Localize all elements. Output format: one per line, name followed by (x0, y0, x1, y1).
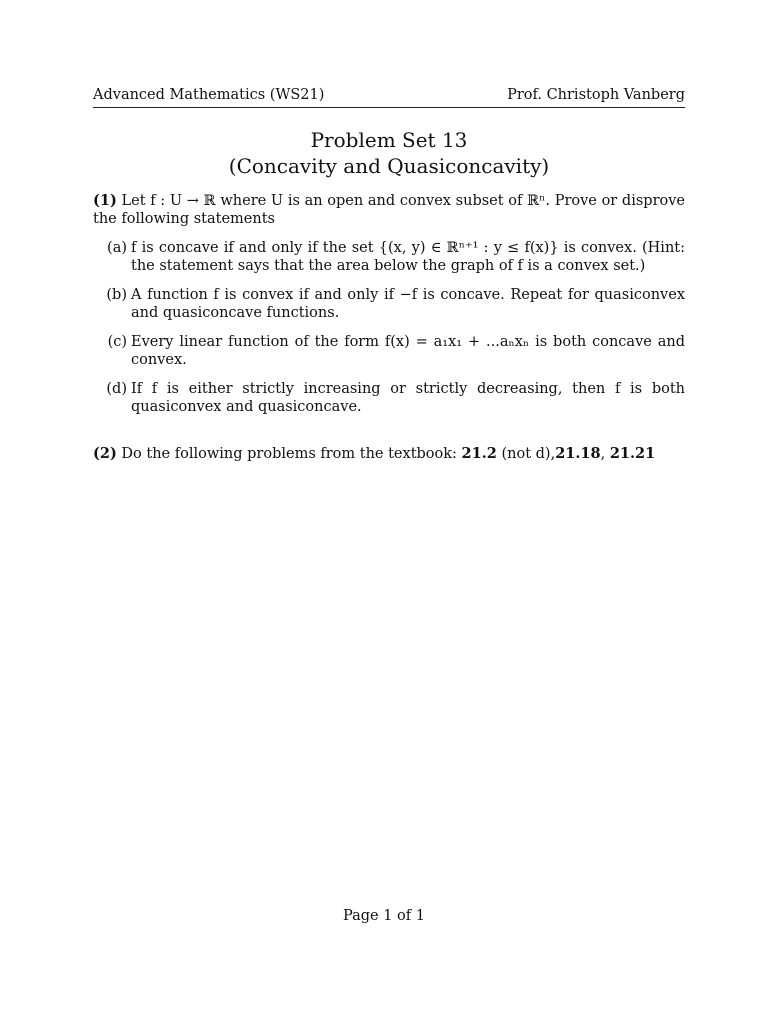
problem-1-number: (1) (93, 192, 117, 209)
item-text: f is concave if and only if the set {(x, y) ∈ ℝⁿ⁺¹ : y ≤ f(x)} is convex. (Hint: the statement says that the area below the graph of f is a convex set.) (131, 240, 685, 274)
item-label: (c) (107, 334, 127, 350)
problem-2-number: (2) (93, 445, 117, 462)
problem-2 (93, 445, 685, 463)
page-number: Page 1 of 1 (343, 908, 425, 924)
item-text: If f is either strictly increasing or strictly decreasing, then f is both quasiconvex and quasiconcave. (131, 381, 685, 415)
textbook-ref-1-note: (not d), (501, 446, 556, 462)
problem-content (93, 192, 685, 478)
list-item (93, 286, 685, 322)
problem-2-text: Do the following problems from the textbook: (121, 446, 457, 462)
item-label: (d) (106, 381, 127, 397)
instructor-name: Prof. Christoph Vanberg (507, 87, 685, 103)
title-line-1: Problem Set 13 (310, 128, 468, 152)
list-item (93, 333, 685, 369)
item-label: (a) (107, 240, 127, 256)
ref-separator: , (600, 446, 610, 462)
textbook-ref-2: 21.18 (555, 445, 601, 462)
page-header (93, 86, 685, 108)
course-title: Advanced Mathematics (WS21) (93, 87, 325, 103)
textbook-ref-1: 21.2 (461, 445, 497, 462)
list-item (93, 239, 685, 275)
item-text: Every linear function of the form f(x) = a₁x₁ + ...aₙxₙ is both concave and convex. (131, 334, 685, 368)
item-label: (b) (106, 287, 127, 303)
problem-1-items (93, 239, 685, 416)
item-text: A function f is convex if and only if −f is concave. Repeat for quasiconvex and quasiconcave functions. (131, 287, 685, 321)
problem-set-title (93, 127, 685, 179)
problem-1-text: Let f : U → ℝ where U is an open and convex subset of ℝⁿ. Prove or disprove the following statements (93, 193, 685, 227)
problem-1-intro (93, 192, 685, 228)
title-line-2: (Concavity and Quasiconcavity) (228, 154, 550, 178)
list-item (93, 380, 685, 416)
textbook-ref-3: 21.21 (609, 445, 656, 462)
